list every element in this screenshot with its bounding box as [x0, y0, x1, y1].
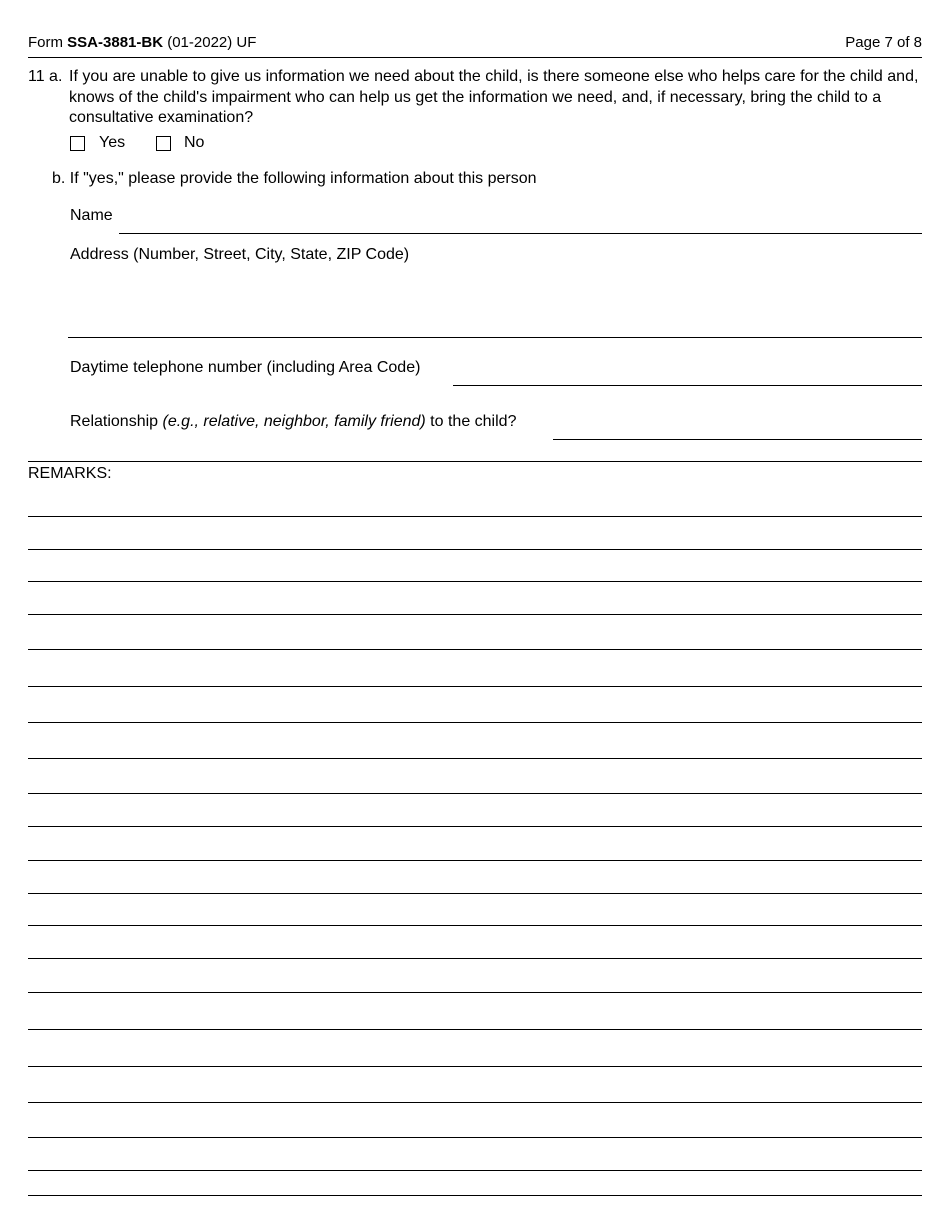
yes-label: Yes — [99, 134, 126, 151]
remarks-line — [28, 581, 922, 582]
remarks-line — [28, 549, 922, 550]
remarks-line — [28, 958, 922, 959]
remarks-line — [28, 992, 922, 993]
remarks-line — [28, 1170, 922, 1171]
address-input[interactable] — [70, 270, 920, 334]
relationship-label-start: Relationship — [70, 413, 163, 430]
page-number: Page 7 of 8 — [845, 34, 922, 51]
remarks-line — [28, 758, 922, 759]
name-input[interactable] — [121, 212, 921, 232]
header-divider — [28, 57, 922, 58]
question-11a — [28, 67, 922, 129]
question-number: 11 a. — [28, 68, 63, 85]
remarks-line — [28, 1029, 922, 1030]
relationship-label — [70, 412, 516, 432]
form-identifier — [28, 34, 256, 52]
remarks-line — [28, 649, 922, 650]
remarks-line — [28, 1137, 922, 1138]
relationship-examples: (e.g., relative, neighbor, family friend) — [162, 413, 426, 430]
yes-checkbox[interactable] — [70, 136, 85, 151]
remarks-line — [28, 925, 922, 926]
remarks-line — [28, 826, 922, 827]
relationship-label-end: to the child? — [425, 413, 517, 430]
remarks-line — [28, 893, 922, 894]
no-label: No — [184, 134, 205, 151]
address-underline — [68, 337, 922, 338]
remarks-line — [28, 686, 922, 687]
remarks-line — [28, 1195, 922, 1196]
relationship-input[interactable] — [556, 418, 920, 438]
name-label: Name — [70, 207, 113, 224]
form-revision: (01-2022) UF — [163, 34, 257, 51]
remarks-input[interactable] — [28, 488, 922, 1194]
remarks-line — [28, 614, 922, 615]
form-prefix: Form — [28, 34, 68, 51]
phone-label: Daytime telephone number (including Area Code) — [70, 359, 421, 376]
relationship-underline — [553, 439, 922, 440]
no-checkbox[interactable] — [156, 136, 171, 151]
remarks-line — [28, 722, 922, 723]
question-11a-text: If you are unable to give us information we need about the child, is there someone else who helps care for the child and, knows of the child's impairment who can help us get the information we need, and, if necessary, bring the child to a consultative examination? — [69, 68, 919, 126]
remarks-top-rule — [28, 461, 922, 462]
remarks-line — [28, 793, 922, 794]
remarks-line — [28, 1102, 922, 1103]
phone-underline — [453, 385, 922, 386]
remarks-line — [28, 516, 922, 517]
address-label: Address (Number, Street, City, State, ZIP Code) — [70, 246, 410, 263]
form-number: SSA-3881-BK — [67, 34, 164, 51]
remarks-label: REMARKS: — [28, 465, 112, 482]
name-underline — [119, 233, 922, 234]
remarks-line — [28, 860, 922, 861]
remarks-line — [28, 1066, 922, 1067]
question-11b-text: b. If "yes," please provide the following information about this person — [52, 170, 537, 187]
phone-input[interactable] — [456, 364, 920, 384]
